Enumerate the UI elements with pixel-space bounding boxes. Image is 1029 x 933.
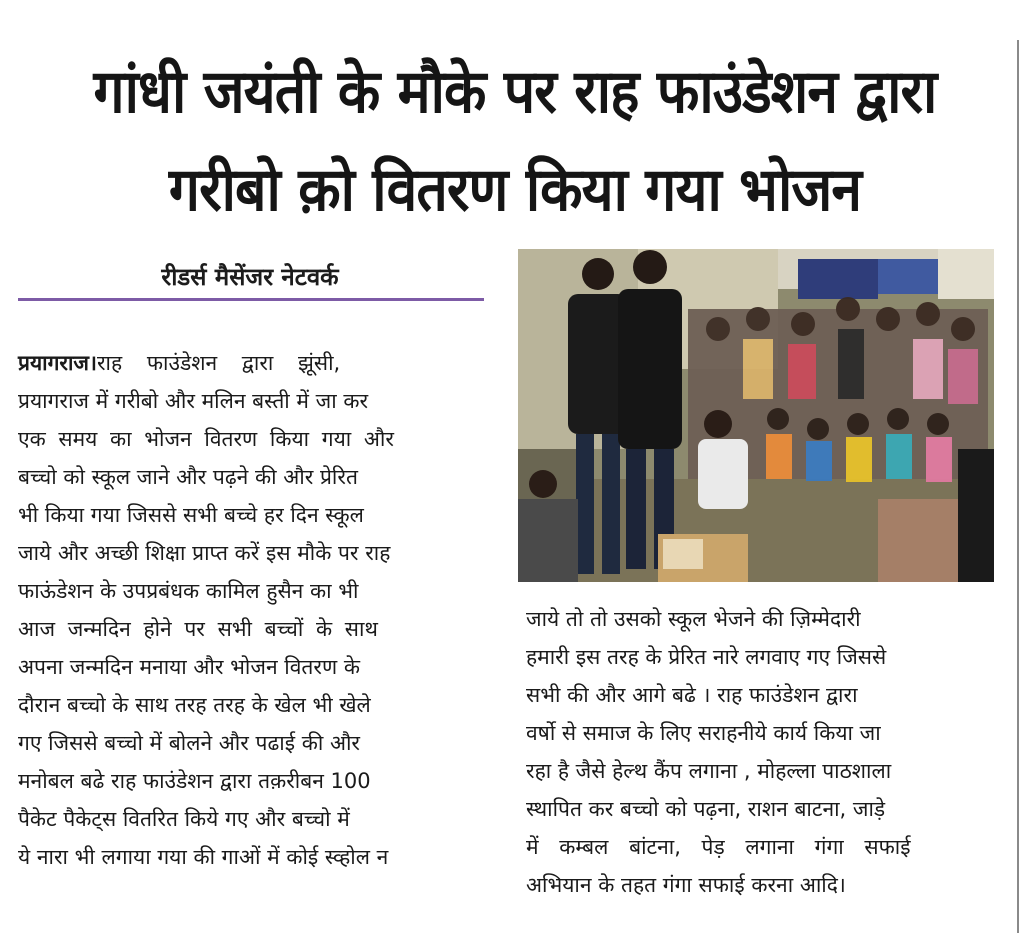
article-line: सभी की और आगे बढे । राह फाउंडेशन द्वारा: [526, 683, 858, 707]
article-line: ये नारा भी लगाया गया की गाओं में कोई स्व्होल न: [18, 845, 389, 869]
article-line: [18, 349, 340, 377]
article-line: दौरान बच्चो के साथ तरह तरह के खेल भी खेले: [18, 693, 371, 717]
headline-line-1: गांधी जयंती के मौके पर राह फाउंडेशन द्वारा: [93, 57, 937, 127]
byline-underline: [18, 298, 484, 301]
article-line: बच्चो को स्कूल जाने और पढ़ने की और प्रेरित: [18, 465, 358, 489]
article-line: एक समय का भोजन वितरण किया गया और: [18, 427, 394, 451]
article-line: स्थापित कर बच्चो को पढ़ना, राशन बाटना, जाड़े: [526, 797, 886, 821]
article-line: आज जन्मदिन होने पर सभी बच्चों के साथ: [18, 617, 378, 641]
article-line: हमारी इस तरह के प्रेरित नारे लगवाए गए जिससे: [526, 645, 887, 669]
article-line: अभियान के तहत गंगा सफाई करना आदि।: [526, 873, 846, 897]
article-line: फाऊंडेशन के उपप्रबंधक कामिल हुसैन का भी: [18, 579, 359, 603]
food-distribution-photo: [518, 249, 994, 582]
article-line: प्रयागराज में गरीबो और मलिन बस्ती में जा कर: [18, 389, 369, 413]
article-line: जाये तो तो उसको स्कूल भेजने की ज़िम्मेदारी: [526, 607, 861, 631]
article-line: भी किया गया जिससे सभी बच्चे हर दिन स्कूल: [18, 503, 364, 527]
headline-line-2: गरीबो क़ो वितरण किया गया भोजन: [168, 155, 862, 225]
article-line-text: राह फाउंडेशन द्वारा झूंसी,: [96, 351, 341, 375]
article-line: अपना जन्मदिन मनाया और भोजन वितरण के: [18, 655, 360, 679]
byline: रीडर्स मैसेंजर नेटवर्क: [161, 263, 339, 291]
column-divider: [1017, 40, 1019, 933]
article-line: में कम्बल बांटना, पेड़ लगाना गंगा सफाई: [526, 835, 911, 859]
article-line: गए जिससे बच्चो में बोलने और पढाई की और: [18, 731, 361, 755]
article-line: रहा है जैसे हेल्थ कैंप लगाना , मोहल्ला पाठशाला: [526, 759, 892, 783]
article-line: जाये और अच्छी शिक्षा प्राप्त करें इस मौके पर राह: [18, 541, 391, 565]
article-line: पैकेट पैकेट्स वितरित किये गए और बच्चो में: [18, 807, 350, 831]
article-line: मनोबल बढे राह फाउंडेशन द्वारा तक़रीबन 100: [18, 769, 371, 793]
article-line: वर्षो से समाज के लिए सराहनीये कार्य किया जा: [526, 721, 881, 745]
dateline: प्रयागराज।: [18, 351, 97, 375]
